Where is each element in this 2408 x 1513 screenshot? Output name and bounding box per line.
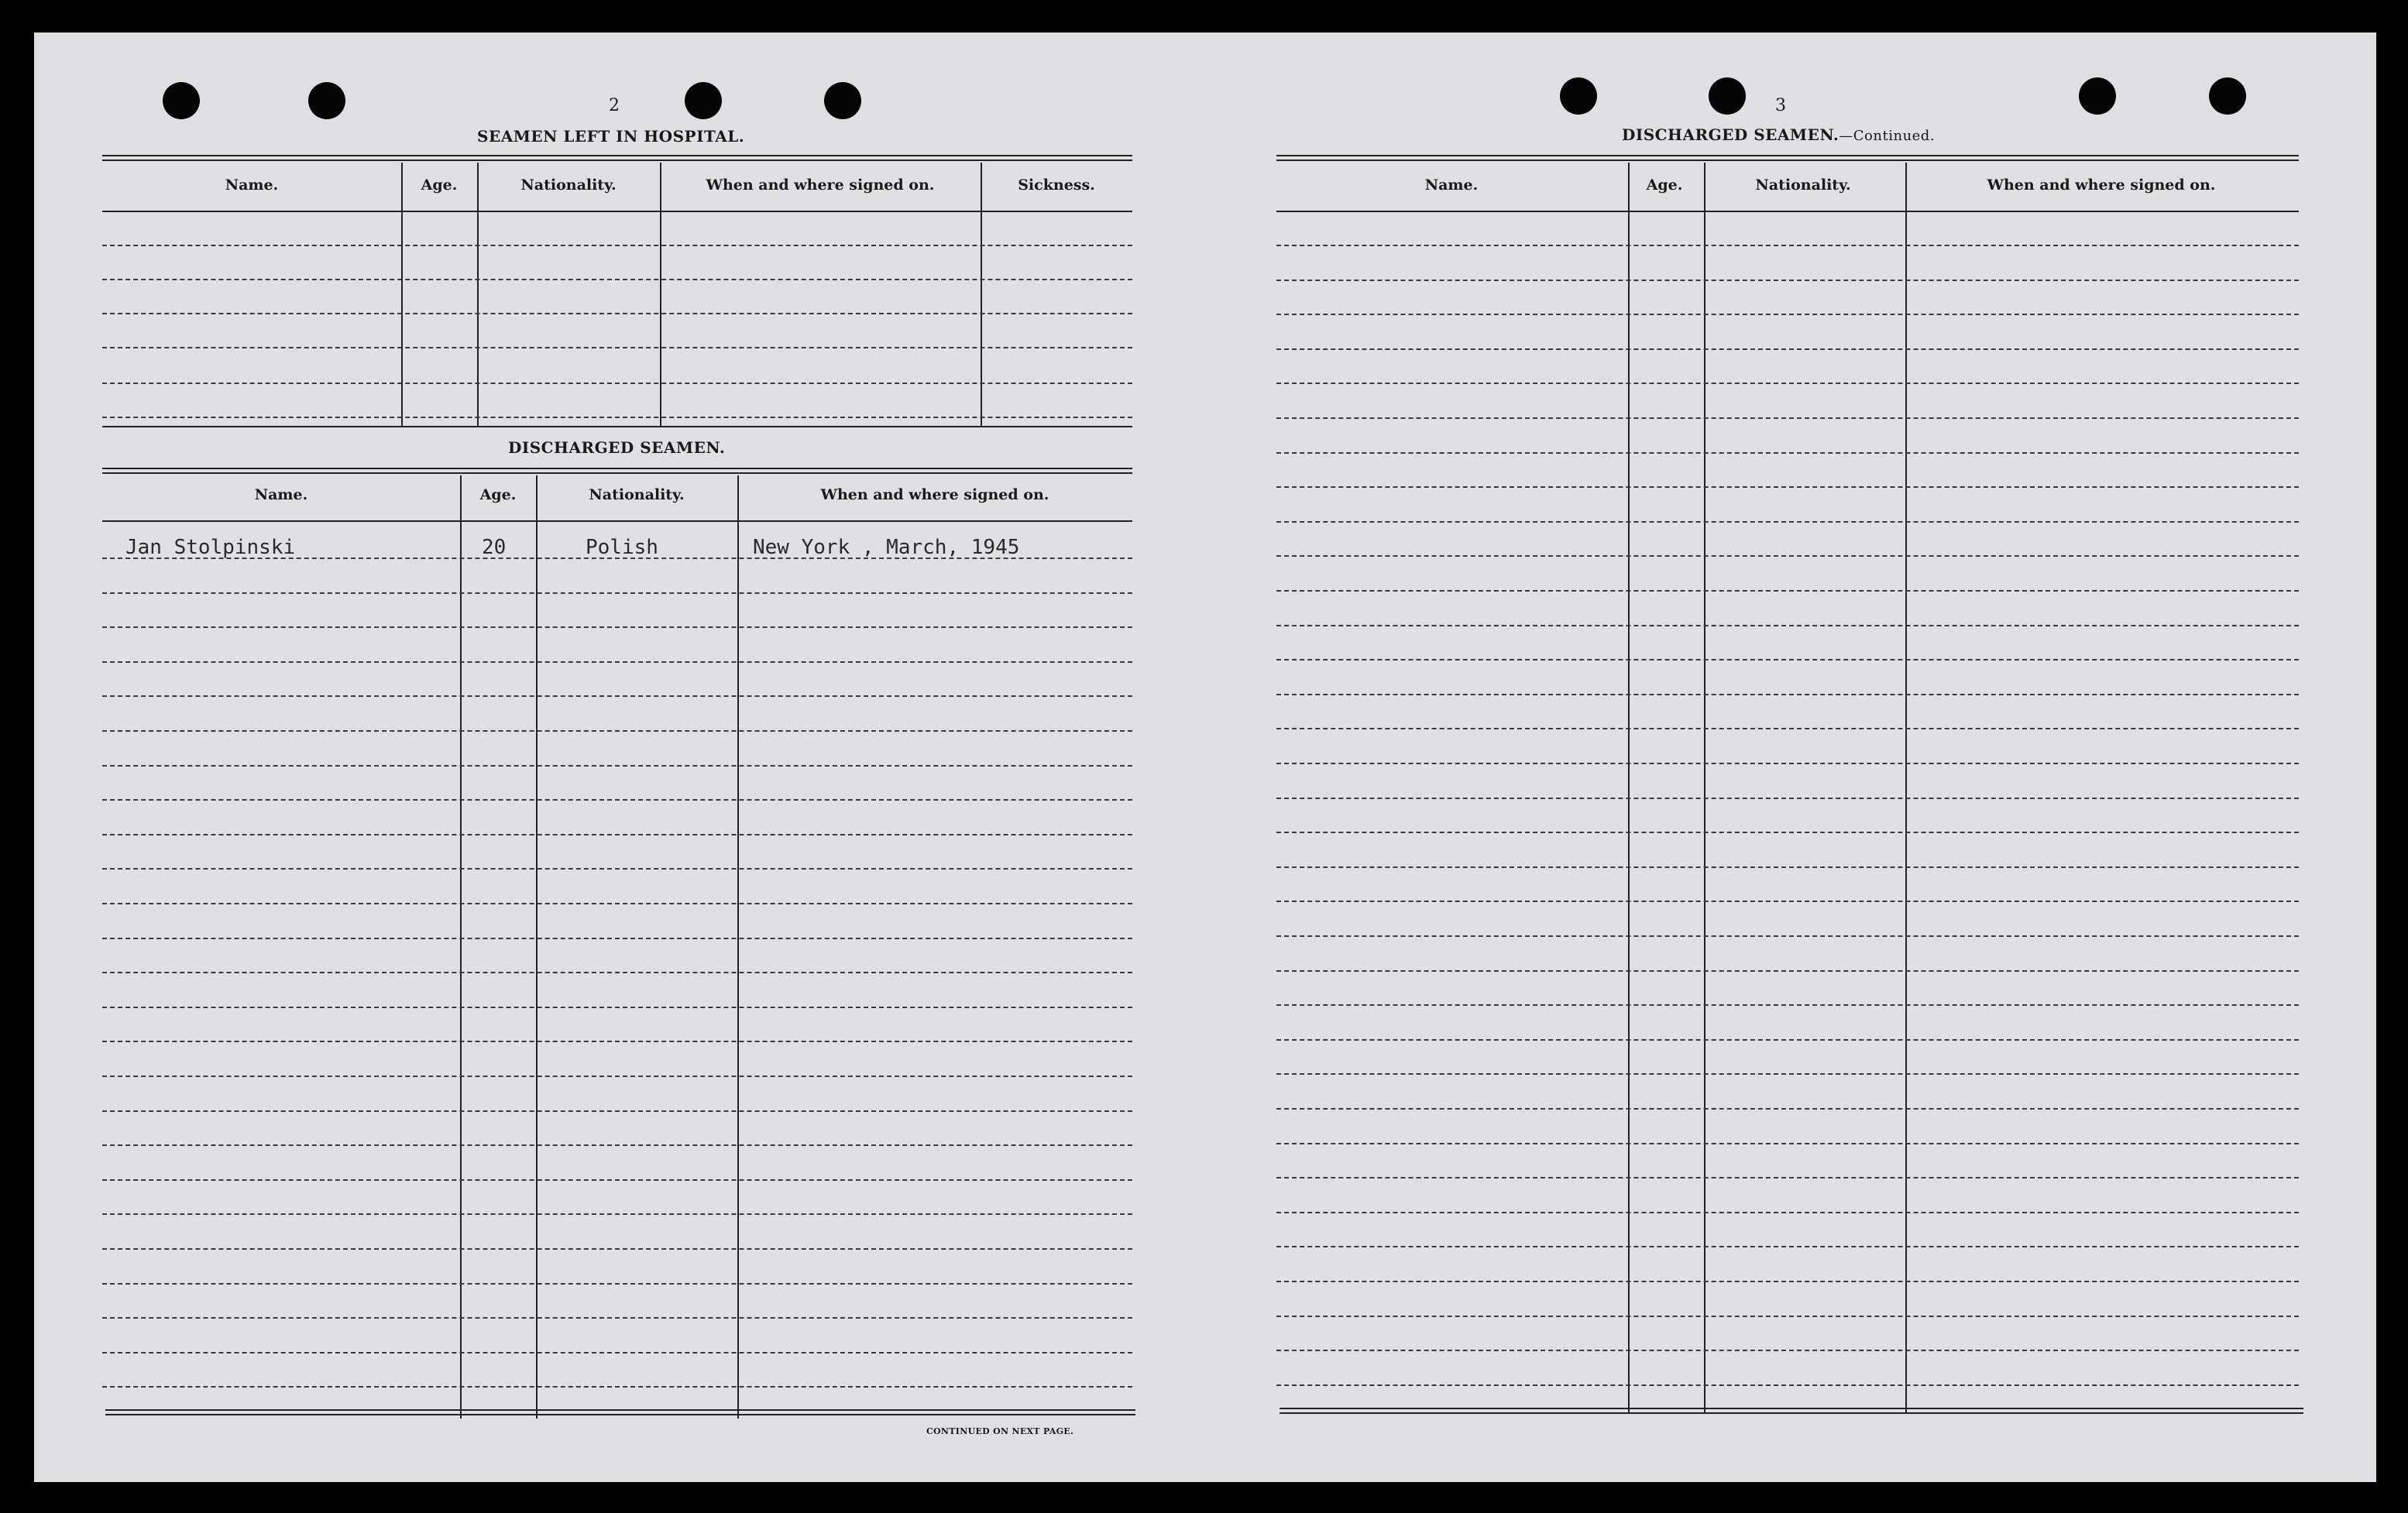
hospital-entry-line: [102, 383, 1132, 384]
entry-name: Jan Stolpinski: [125, 536, 296, 559]
entry-line: [1276, 866, 2299, 868]
hospital-column-divider: [981, 163, 982, 426]
entry-line: [1276, 1246, 2299, 1247]
continued-footer: CONTINUED ON NEXT PAGE.: [926, 1426, 1074, 1436]
entry-line: [1276, 521, 2299, 523]
entry-line: [102, 730, 1132, 732]
discharged-header-nationality: Nationality.: [589, 486, 685, 503]
right-bottom-rule: [1280, 1412, 2303, 1414]
discharged-column-divider: [737, 475, 739, 1419]
entry-line: [1276, 1039, 2299, 1041]
discharged-bottom-rule: [105, 1414, 1135, 1415]
right-header-name: Name.: [1424, 177, 1479, 194]
entry-line: [1276, 1316, 2299, 1317]
hospital-bottom-rule: [102, 426, 1132, 427]
entry-line: [1276, 1004, 2299, 1006]
hospital-column-divider: [660, 163, 661, 426]
entry-line: [1276, 1281, 2299, 1282]
entry-line: [1276, 417, 2299, 419]
right-top-rule: [1276, 160, 2299, 161]
entry-line: [1276, 728, 2299, 729]
punch-hole: [685, 82, 722, 119]
hospital-header-sickness: Sickness.: [1018, 177, 1095, 194]
hospital-entry-line: [102, 245, 1132, 246]
hospital-entry-line: [102, 279, 1132, 280]
hospital-top-rule: [102, 160, 1132, 161]
entry-line: [1276, 1177, 2299, 1178]
discharged-top-rule: [102, 472, 1132, 474]
hospital-header-nationality: Nationality.: [520, 177, 617, 194]
right-bottom-rule: [1280, 1408, 2303, 1409]
entry-line: [1276, 1212, 2299, 1213]
discharged-header-rule: [102, 520, 1132, 522]
entry-line: [102, 661, 1132, 663]
entry-line: [102, 1317, 1132, 1319]
entry-line: [1276, 1143, 2299, 1144]
entry-nationality: Polish: [586, 536, 658, 559]
punch-hole: [2209, 77, 2246, 115]
right-header-signed-on: When and where signed on.: [1987, 177, 2216, 194]
entry-line: [1276, 452, 2299, 454]
right-title-text: DISCHARGED SEAMEN.: [1622, 125, 1839, 144]
entry-line: [102, 972, 1132, 973]
discharged-column-divider: [460, 475, 462, 1419]
right-title-continued: —Continued.: [1839, 128, 1936, 144]
entry-line: [1276, 935, 2299, 937]
entry-line: [102, 765, 1132, 767]
discharged-header-signed-on: When and where signed on.: [820, 486, 1049, 503]
entry-line: [1276, 625, 2299, 626]
entry-line: [102, 1386, 1132, 1388]
entry-line: [102, 695, 1132, 697]
entry-line: [102, 1179, 1132, 1181]
entry-line: [102, 558, 1132, 559]
page-number-right: 3: [1775, 96, 1786, 115]
entry-line: [102, 1248, 1132, 1250]
entry-line: [1276, 832, 2299, 833]
discharged-header-name: Name.: [254, 486, 308, 503]
entry-age: 20: [482, 536, 507, 559]
discharged-bottom-rule: [105, 1409, 1135, 1411]
discharged-section-title: DISCHARGED SEAMEN.: [508, 438, 726, 457]
hospital-column-divider: [477, 163, 479, 426]
hospital-header-rule: [102, 211, 1132, 212]
entry-line: [102, 1007, 1132, 1008]
entry-line: [102, 1352, 1132, 1353]
entry-line: [1276, 1108, 2299, 1110]
entry-line: [1276, 486, 2299, 488]
hospital-entry-line: [102, 313, 1132, 314]
entry-line: [1276, 901, 2299, 902]
page-number-left: 2: [609, 96, 620, 115]
hospital-header-age: Age.: [421, 177, 458, 194]
entry-line: [102, 1041, 1132, 1042]
entry-line: [102, 1110, 1132, 1112]
right-column-divider: [1704, 163, 1706, 1414]
entry-line: [1276, 763, 2299, 764]
discharged-header-age: Age.: [479, 486, 517, 503]
entry-line: [1276, 970, 2299, 972]
hospital-entry-line: [102, 417, 1132, 418]
entry-line: [1276, 694, 2299, 695]
entry-line: [1276, 659, 2299, 660]
right-column-divider: [1905, 163, 1907, 1414]
punch-hole: [1560, 77, 1597, 115]
entry-line: [1276, 1073, 2299, 1075]
hospital-header-name: Name.: [225, 177, 279, 194]
entry-line: [1276, 555, 2299, 557]
ledger-sheet: [34, 33, 2376, 1482]
right-column-divider: [1628, 163, 1630, 1414]
entry-line: [102, 1076, 1132, 1077]
entry-line: [1276, 314, 2299, 315]
entry-line: [102, 626, 1132, 628]
right-section-title: [1622, 125, 1935, 144]
punch-hole: [163, 82, 200, 119]
punch-hole: [308, 82, 345, 119]
entry-line: [102, 1213, 1132, 1215]
hospital-column-divider: [401, 163, 403, 426]
entry-line: [102, 799, 1132, 801]
entry-line: [1276, 1350, 2299, 1351]
entry-line: [1276, 590, 2299, 592]
entry-line: [102, 903, 1132, 904]
entry-line: [102, 1283, 1132, 1285]
entry-line: [102, 834, 1132, 835]
entry-line: [102, 868, 1132, 870]
entry-line: [1276, 1384, 2299, 1386]
punch-hole: [1709, 77, 1746, 115]
entry-signed-on: New York , March, 1945: [753, 536, 1020, 559]
discharged-column-divider: [536, 475, 538, 1419]
right-header-nationality: Nationality.: [1755, 177, 1851, 194]
hospital-header-signed-on: When and where signed on.: [706, 177, 935, 194]
discharged-top-rule: [102, 468, 1132, 469]
hospital-section-title: SEAMEN LEFT IN HOSPITAL.: [477, 127, 745, 146]
right-header-age: Age.: [1646, 177, 1683, 194]
entry-line: [1276, 383, 2299, 384]
hospital-top-rule: [102, 155, 1132, 156]
entry-line: [1276, 348, 2299, 350]
right-top-rule: [1276, 155, 2299, 156]
punch-hole: [2079, 77, 2116, 115]
entry-line: [102, 938, 1132, 939]
entry-line: [1276, 798, 2299, 799]
hospital-entry-line: [102, 347, 1132, 348]
entry-line: [102, 592, 1132, 594]
entry-line: [102, 1144, 1132, 1146]
entry-line: [1276, 280, 2299, 281]
punch-hole: [824, 82, 861, 119]
right-header-rule: [1276, 211, 2299, 212]
entry-line: [1276, 245, 2299, 246]
